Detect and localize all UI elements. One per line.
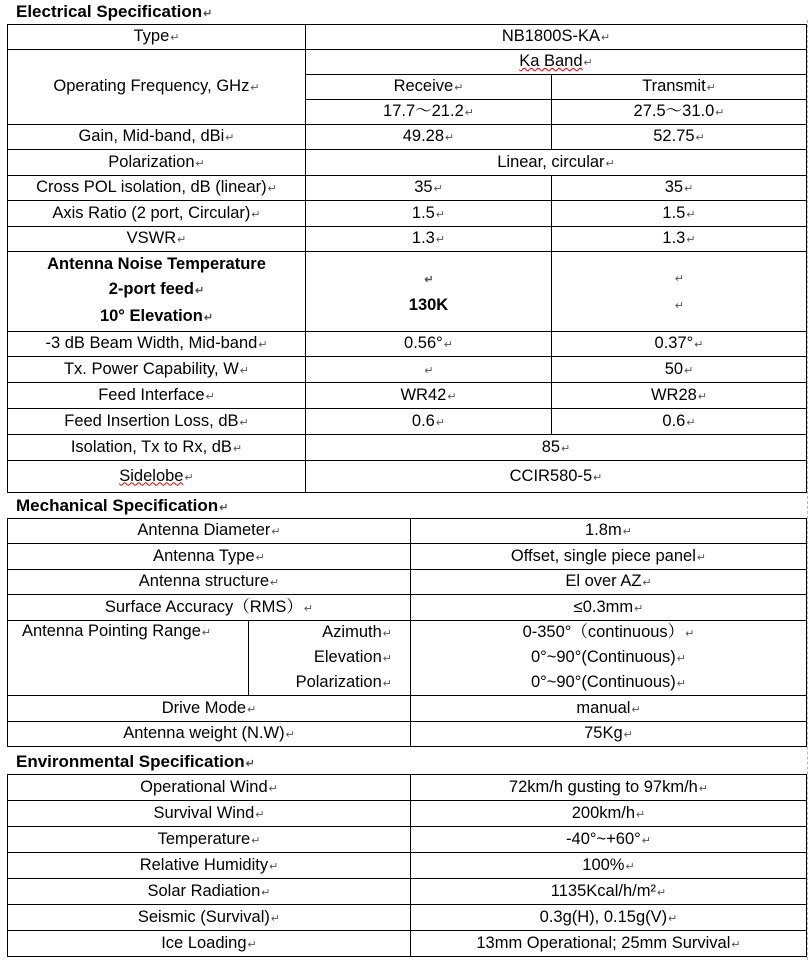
isolation-value: 85↵ [306, 435, 807, 461]
diameter-label: Antenna Diameter↵ [8, 519, 411, 544]
env-label: Survival Wind↵ [8, 801, 411, 827]
electrical-spec-table [7, 24, 807, 493]
table-row [8, 125, 807, 150]
table-row [8, 696, 807, 722]
noise-temperature-receive: ↵ 130K [306, 252, 552, 332]
drive-mode-value: manual↵ [411, 696, 807, 722]
env-value: -40°~+60°↵ [411, 827, 807, 853]
env-value: 100%↵ [411, 853, 807, 879]
receive-header: Receive↵ [306, 75, 552, 100]
env-value: 72km/h gusting to 97km/h↵ [411, 775, 807, 801]
table-row [8, 879, 807, 905]
surface-accuracy-value: ≤0.3mm↵ [411, 595, 807, 621]
power-transmit: 50↵ [552, 357, 807, 383]
table-row [8, 252, 807, 332]
insertion-loss-label: Feed Insertion Loss, dB↵ [8, 409, 306, 435]
table-row [8, 332, 807, 357]
table-row [8, 544, 807, 570]
axis-ratio-transmit: 1.5↵ [552, 201, 807, 227]
beam-width-label: -3 dB Beam Width, Mid-band↵ [8, 332, 306, 357]
transmit-range: 27.5～31.0↵ [552, 100, 807, 125]
power-receive: ↵ [306, 357, 552, 383]
env-label: Ice Loading↵ [8, 931, 411, 957]
table-row [8, 409, 807, 435]
env-label: Relative Humidity↵ [8, 853, 411, 879]
drive-mode-label: Drive Mode↵ [8, 696, 411, 722]
weight-label: Antenna weight (N.W)↵ [8, 722, 411, 747]
weight-value: 75Kg↵ [411, 722, 807, 747]
table-row [8, 853, 807, 879]
env-label: Seismic (Survival)↵ [8, 905, 411, 931]
env-label: Solar Radiation↵ [8, 879, 411, 905]
table-row [8, 570, 807, 595]
structure-label: Antenna structure↵ [8, 570, 411, 595]
antenna-type-value: Offset, single piece panel↵ [411, 544, 807, 570]
env-value: 1135Kcal/h/m²↵ [411, 879, 807, 905]
env-value: 13mm Operational; 25mm Survival↵ [411, 931, 807, 957]
table-row [8, 722, 807, 747]
mechanical-spec-table [7, 518, 807, 747]
vswr-label: VSWR↵ [8, 227, 306, 252]
type-value: NB1800S-KA↵ [306, 25, 807, 50]
axis-ratio-receive: 1.5↵ [306, 201, 552, 227]
gain-transmit: 52.75↵ [552, 125, 807, 150]
table-row [8, 801, 807, 827]
elevation-value: 0°~90°(Continuous)↵ [411, 646, 807, 671]
pointing-range-label: Antenna Pointing Range↵ [8, 621, 249, 696]
polarization-label: Polarization↵ [8, 150, 306, 176]
polarization-range-label: Polarization↵ [249, 671, 411, 696]
structure-value: El over AZ↵ [411, 570, 807, 595]
table-row [8, 435, 807, 461]
sidelobe-label: Sidelobe↵ [8, 461, 306, 493]
table-row [8, 150, 807, 176]
electrical-section-title: Electrical Specification↵ [16, 2, 213, 21]
azimuth-label: Azimuth↵ [249, 621, 411, 646]
isolation-label: Isolation, Tx to Rx, dB↵ [8, 435, 306, 461]
receive-range: 17.7～21.2↵ [306, 100, 552, 125]
table-row [8, 227, 807, 252]
table-row [8, 519, 807, 544]
environmental-section-title: Environmental Specification↵ [16, 752, 255, 771]
sidelobe-value: CCIR580-5↵ [306, 461, 807, 493]
transmit-header: Transmit↵ [552, 75, 807, 100]
feed-interface-transmit: WR28↵ [552, 383, 807, 409]
antenna-type-label: Antenna Type↵ [8, 544, 411, 570]
environmental-spec-table [7, 774, 807, 957]
table-row [8, 905, 807, 931]
env-label: Operational Wind↵ [8, 775, 411, 801]
type-label: Type↵ [8, 25, 306, 50]
table-row [8, 775, 807, 801]
diameter-value: 1.8m↵ [411, 519, 807, 544]
gain-receive: 49.28↵ [306, 125, 552, 150]
frequency-label: Operating Frequency, GHz↵ [8, 50, 306, 125]
table-row [8, 595, 807, 621]
env-label: Temperature↵ [8, 827, 411, 853]
table-row [8, 621, 807, 646]
power-label: Tx. Power Capability, W↵ [8, 357, 306, 383]
xpol-receive: 35↵ [306, 176, 552, 201]
table-row [8, 201, 807, 227]
table-row [8, 50, 807, 75]
xpol-label: Cross POL isolation, dB (linear)↵ [8, 176, 306, 201]
mechanical-section-title: Mechanical Specification↵ [16, 496, 229, 515]
azimuth-value: 0-350°（continuous）↵ [411, 621, 807, 646]
table-row [8, 827, 807, 853]
table-row [8, 931, 807, 957]
table-row [8, 461, 807, 493]
table-row [8, 25, 807, 50]
band-value: Ka Band↵ [306, 50, 807, 75]
polarization-range-value: 0°~90°(Continuous)↵ [411, 671, 807, 696]
insertion-loss-transmit: 0.6↵ [552, 409, 807, 435]
xpol-transmit: 35↵ [552, 176, 807, 201]
gain-label: Gain, Mid-band, dBi↵ [8, 125, 306, 150]
feed-interface-receive: WR42↵ [306, 383, 552, 409]
axis-ratio-label: Axis Ratio (2 port, Circular)↵ [8, 201, 306, 227]
polarization-value: Linear, circular↵ [306, 150, 807, 176]
noise-temperature-label: Antenna Noise Temperature 2-port feed↵ 10° Elevation↵ [8, 252, 306, 332]
table-row [8, 357, 807, 383]
beam-width-receive: 0.56°↵ [306, 332, 552, 357]
elevation-label: Elevation↵ [249, 646, 411, 671]
feed-interface-label: Feed Interface↵ [8, 383, 306, 409]
table-row [8, 383, 807, 409]
vswr-receive: 1.3↵ [306, 227, 552, 252]
vswr-transmit: 1.3↵ [552, 227, 807, 252]
insertion-loss-receive: 0.6↵ [306, 409, 552, 435]
beam-width-transmit: 0.37°↵ [552, 332, 807, 357]
env-value: 200km/h↵ [411, 801, 807, 827]
surface-accuracy-label: Surface Accuracy（RMS）↵ [8, 595, 411, 621]
env-value: 0.3g(H), 0.15g(V)↵ [411, 905, 807, 931]
table-row [8, 176, 807, 201]
page-margin-guide [807, 20, 809, 960]
noise-temperature-transmit: ↵ ↵ [552, 252, 807, 332]
